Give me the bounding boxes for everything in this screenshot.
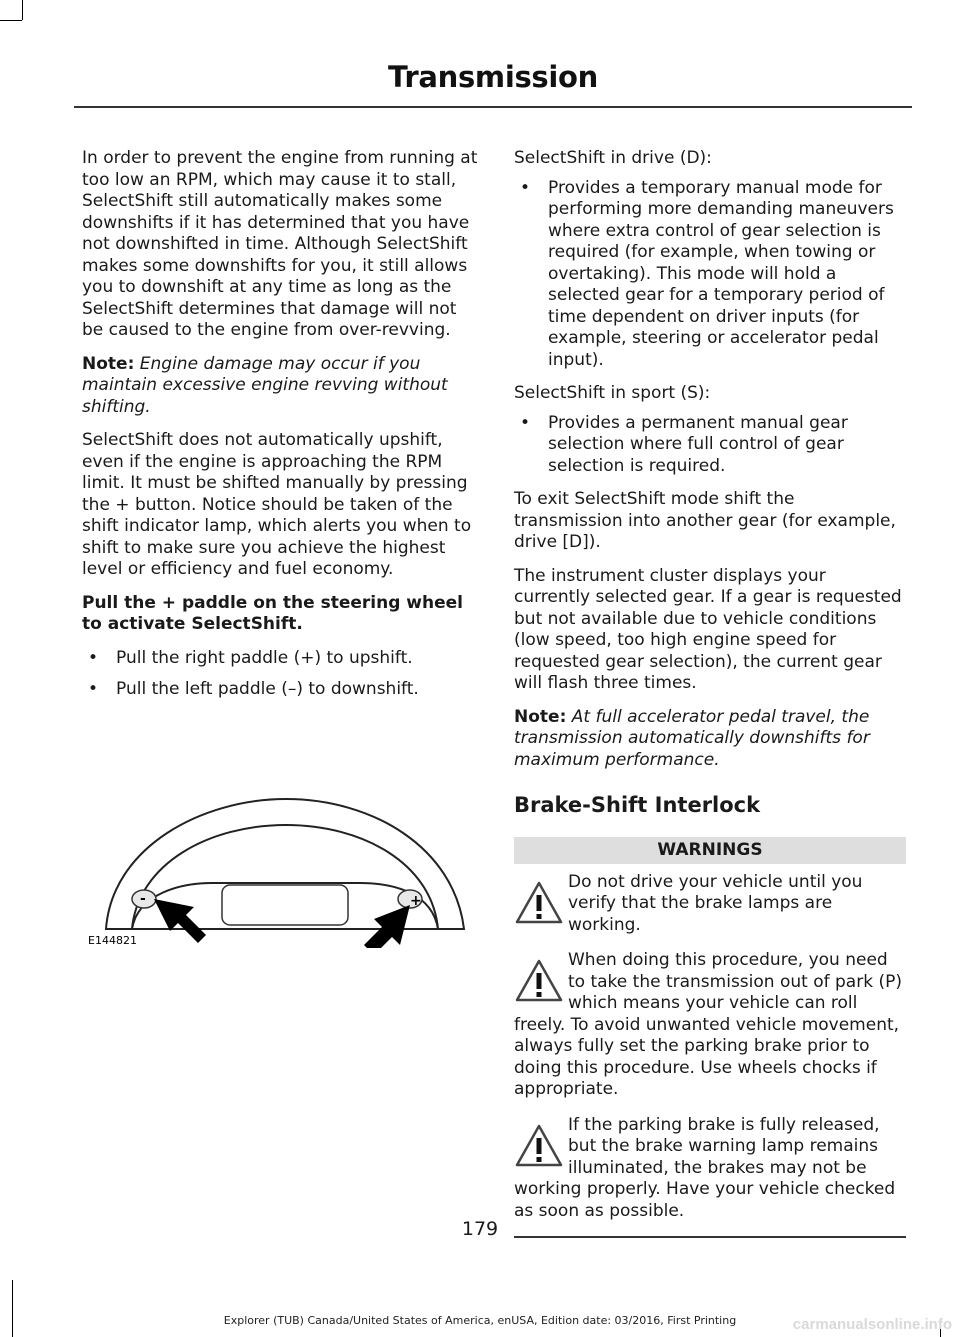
left-column	[82, 148, 478, 713]
warning-item: If the parking brake is fully released, but the brake warning lamp remains illuminated, the brakes may not be working properly. Have your vehicle checked as soon as possible.	[514, 1114, 896, 1221]
crop-mark	[12, 1280, 13, 1337]
sport-list	[514, 413, 906, 478]
paragraph-downshift: In order to prevent the engine from running at too low an RPM, which may cause it to stall, SelectShift still automatically makes some downshifts if it has determined that you have not downshifted in time. Although SelectShift makes some downshifts for you, it still allows you to downshift at any time as long as the SelectShift determines that damage will not be caused to the engine from over-revving.	[82, 148, 478, 340]
drive-list	[514, 178, 906, 372]
figure-code: E144821	[88, 934, 137, 947]
paragraph-upshift: SelectShift does not automatically upshift, even if the engine is approaching the RPM limit. It must be shifted manually by pressing the + button. Notice should be taken of the shift indicator lamp, which alerts you when to shift to make sure you achieve the highest level or efficiency and fuel economy.	[82, 430, 472, 579]
paragraph-cluster: The instrument cluster displays your currently selected gear. If a gear is requested but not available due to vehicle conditions (low speed, too high engine speed for requested gear selection), the current gear will flash three times.	[514, 565, 902, 693]
warning-item: When doing this procedure, you need to take the transmission out of park (P) which means your vehicle can roll freely. To avoid unwanted vehicle movement, always fully set the parking brake prior to doing this procedure. Use wheels chocks if appropriate.	[514, 950, 902, 1099]
note-full-pedal	[514, 707, 906, 772]
steering-wheel-figure	[82, 773, 472, 948]
right-column	[514, 148, 906, 1238]
plus-label: +	[410, 893, 422, 909]
paragraph-exit: To exit SelectShift mode shift the transmission into another gear (for example, drive [D]).	[514, 489, 896, 552]
footer-edition: Explorer (TUB) Canada/United States of America, enUSA, Edition date: 03/2016, First Printing	[223, 1314, 737, 1327]
note-text: At full accelerator pedal travel, the transmission automatically downshifts for maximum performance.	[514, 706, 870, 770]
minus-label: -	[140, 891, 146, 907]
note-label: Note:	[82, 353, 135, 374]
list-item: • Pull the right paddle (+) to upshift.	[88, 647, 413, 668]
sport-heading: SelectShift in sport (S):	[514, 383, 711, 403]
note-text: Engine damage may occur if you maintain excessive engine revving without shifting.	[82, 353, 448, 417]
note-engine-damage	[82, 354, 478, 419]
crop-mark	[0, 20, 22, 21]
warning-triangle-icon	[514, 958, 564, 1004]
list-item: • Provides a permanent manual gear selection where full control of gear selection is required.	[520, 412, 848, 476]
instrument-display	[222, 885, 348, 925]
crop-mark	[22, 0, 23, 20]
list-item: • Pull the left paddle (–) to downshift.	[88, 679, 419, 699]
warning-item: Do not drive your vehicle until you verify that the brake lamps are working.	[514, 872, 906, 937]
warning-triangle-icon	[514, 880, 564, 926]
list-item: • Provides a temporary manual mode for performing more demanding maneuvers where extra control of gear selection is required (for example, when towing or overtaking). This mode will hold a selected gear for a temporary period of time dependent on driver inputs (for example, steering or accelerator pedal input).	[520, 177, 894, 370]
warnings-header: WARNINGS	[514, 837, 906, 864]
section-heading: Brake-Shift Interlock	[514, 793, 761, 817]
paddle-list	[82, 648, 478, 701]
page-number: 179	[461, 1218, 499, 1240]
header-divider	[74, 106, 912, 108]
drive-heading: SelectShift in drive (D):	[514, 148, 712, 168]
paddle-heading: Pull the + paddle on the steering wheel to activate SelectShift.	[82, 592, 464, 634]
watermark: carmanualsonline.info	[792, 1316, 952, 1333]
page-title: Transmission	[388, 60, 598, 94]
note-label: Note:	[514, 706, 567, 727]
warning-triangle-icon	[514, 1123, 564, 1169]
